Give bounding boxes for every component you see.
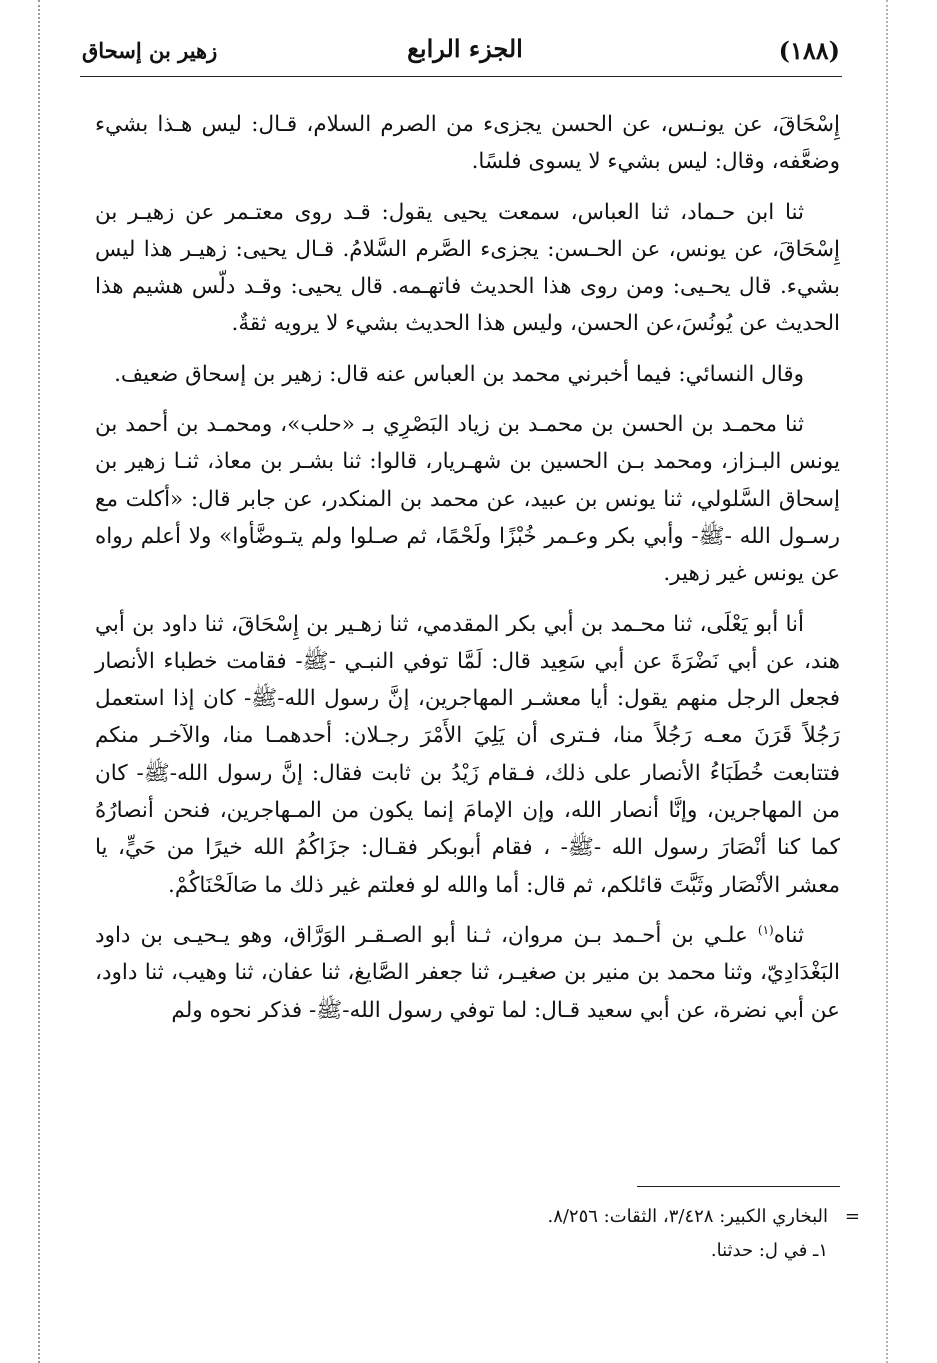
footnote-continuation	[100, 1200, 860, 1234]
footnote-rule	[637, 1186, 840, 1187]
part-title: الجزء الرابع	[407, 34, 523, 63]
footnote-1: ١ـ في ل: حدثنا.	[710, 1240, 828, 1261]
running-header	[72, 30, 858, 74]
footnotes	[100, 1200, 860, 1268]
paragraph: ثنا ابن حـماد، ثنا العباس، سمعت يحيى يقول: قـد روى معتـمر عن زهيـر بن إِسْحَاقَ، عن يونس، عن الحـسن: يجزىء الصَّرم السَّلامُ. قـال يحيى: زهيـر هذا ليس بشيء. قال يحـيى: ومن روى هذا الحديث فاتهـمه. قال يحيى: وقـد دلّس هشيم هذا الحديث عن يُونُسَ،عن الحسن، وليس هذا الحديث بشيء لا يرويه ثقةٌ.	[95, 199, 840, 337]
paragraph-lead: ثناه	[773, 922, 804, 948]
continuation-text: البخاري الكبير: ٣/٤٢٨، الثقات: ٨/٢٥٦.	[547, 1206, 828, 1227]
paragraph: إِسْحَاقَ، عن يونـس، عن الحسن يجزىء من الصرم السلام، قـال: ليس هـذا بشيء وضعَّفه، وقال: ليس بشيء لا يسوى فلسًا.	[95, 112, 840, 175]
page-number: (١٨٨)	[778, 36, 840, 65]
paragraph: ثنا محمـد بن الحسن بن محمـد بن زياد البَصْرِي بـ «حلب»، ومحمـد بن أحمد بن يونس البـزاز، ومحمد بـن الحسين بن شهـريار، قالوا: ثنا بشـر بن معاذ، ثنـا زهير بن إسحاق السَّلولي، ثنا يونس بن عبيد، عن محمد بن المنكدر، عن جابر قال: «أكلت مع رسـول الله -ﷺ- وأبي بكر وعـمر خُبْزًا ولَحْمًا، ثم صـلوا ولم يتـوضَّأوا» ولا أعلم رواه عن يونس غير زهير.	[95, 412, 840, 587]
paragraph-rest: علـي بن أحـمد بـن مروان، ثـنا أبو الصـقـر الوَرَّاق، وهو يـحيـى بن داود البَغْدَادِيّ، وثنا محمد بن منير بن صغيـر، ثنا جعفر الصَّايغ، ثنا عفان، ثنا وهيب، ثنا داود، عن أبي نضرة، عن أبي سعيد قـال: لما توفي رسول الله-ﷺ- فذكر نحوه ولم	[95, 922, 840, 1023]
paragraph: أنا أبو يَعْلَى، ثنا محـمد بن أبي بكر المقدمي، ثنا زهـير بن إِسْحَاقَ، ثنا داود بن أبي هند، عن أبي نَضْرَةَ عن أبي سَعِيد قال: لَمَّا توفي النبـي -ﷺ- فقامت خطباء الأنصار فجعل الرجل منهم يقول: أيا معشـر المهاجرين، إنَّ رسول الله-ﷺ- كان إذا استعمل رَجُلاً قَرَنَ معـه رَجُلاً منا، فـترى أن يَلِيَ الأَمْرَ رجـلان: أحدهمـا منا، والآخـر منكم فتتابعت خُطَبَاءُ الأنصار على ذلك، فـقام زَيْدُ بن ثابت فقال: إنَّ رسول الله-ﷺ- كان من المهاجرين، وإنَّا أنصار الله، وإن الإمامَ إنما يكون من المـهاجرين، فنحن أنصارُهُ كما كنا أنْصَارَ رسول الله -ﷺ- ، فقام أبوبكر فقـال: جزَاكُمُ الله خيرًا من حَيٍّ، يا معشر الأنْصَار وثَبَّتَ قائلكم، ثم قال: أما والله لو فعلتم غير ذلك ما صَالَحْنَاكُمْ.	[95, 611, 840, 898]
paragraph-with-footnote	[95, 917, 840, 1029]
paragraph: وقال النسائي: فيما أخبرني محمد بن العباس عنه قال: زهير بن إسحاق ضعيف.	[114, 361, 804, 387]
header-rule	[80, 76, 842, 77]
scan-margin-dots-left	[38, 0, 40, 1363]
footnote-marker: (١)	[757, 922, 774, 937]
main-text	[95, 106, 840, 1042]
entry-name: زهير بن إسحاق	[82, 38, 218, 63]
continuation-mark: =	[844, 1206, 860, 1227]
scan-margin-dots-right	[886, 0, 888, 1363]
